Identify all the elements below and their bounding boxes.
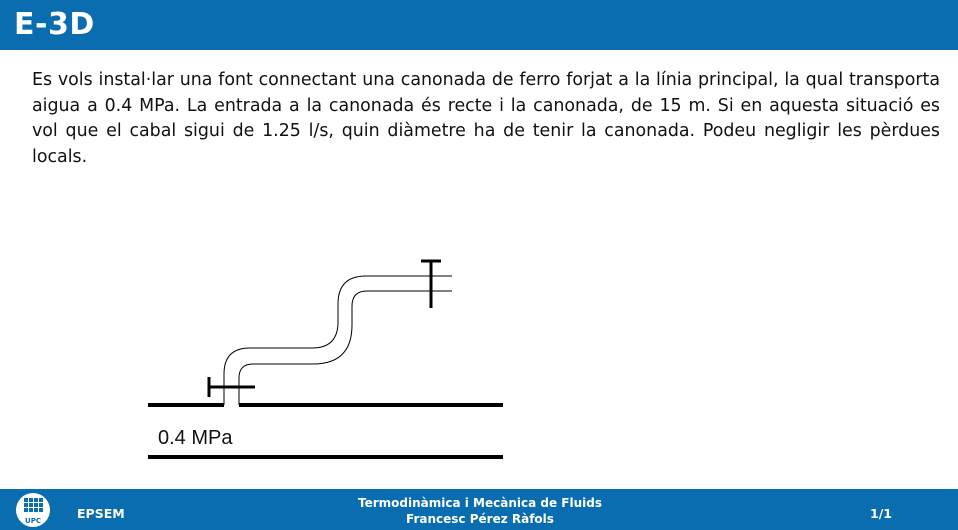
pressure-label: 0.4 MPa [158, 427, 233, 449]
problem-statement: Es vols instal·lar una font connectant una canonada de ferro forjat a la línia principal, la qual transporta aigua a 0.4 MPa. La entrada a la canonada és recte i la canonada, de 15 m. Si en aquesta situació es vol que el cabal sigui de 1.25 l/s, quin diàmetre ha de tenir la canonada. Podeu negligir les pèrdues locals. [32, 70, 940, 167]
outlet-valve [421, 261, 441, 308]
course-title: Termodinàmica i Mecànica de Fluids [358, 496, 602, 510]
upc-logo-text: UPC [25, 517, 41, 525]
slide-title: E-3D [14, 7, 95, 42]
branch-pipe [224, 276, 452, 405]
upc-logo-icon [15, 492, 51, 528]
inlet-valve [208, 377, 255, 397]
school-name: EPSEM [77, 506, 125, 521]
course-author: Francesc Pérez Ràfols [406, 512, 554, 526]
course-info [330, 495, 630, 527]
page-number: 1/1 [870, 506, 892, 521]
branch-pipe-outer-wall [224, 276, 452, 405]
